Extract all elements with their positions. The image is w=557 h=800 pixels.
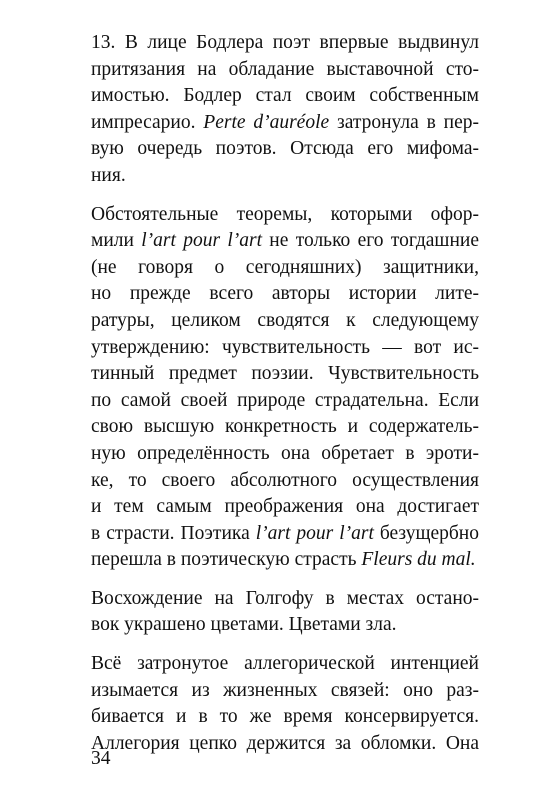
page-number: 34 [91,748,111,769]
line-text: вок украшено цветами. Цветами зла. [91,614,397,636]
text-line [91,30,479,57]
line-text: затронула в пер- [329,111,480,133]
text-line [91,110,479,137]
paragraph [91,30,479,190]
text-line [91,361,479,388]
paragraph [91,202,479,574]
line-text: ния. [91,164,126,186]
line-text: ке, то своего абсолютного осуществления [91,469,479,491]
line-text: Всё затронутое аллегорической интенцией [91,653,479,675]
text-line [91,468,479,495]
line-text: и тем самым преображения она достигает [91,496,479,518]
italic-title: l’art pour l’art [255,522,374,544]
italic-title: Fleurs du mal. [361,549,476,571]
line-text: мили [91,230,142,252]
line-text: изымается из жизненных связей: оно раз- [91,679,479,701]
line-text: свою высшую конкретность и содержатель- [91,416,479,438]
text-line [91,335,479,362]
text-line [91,678,479,705]
line-text: ратуры, целиком сводятся к следующему [91,309,479,331]
text-line [91,281,479,308]
line-text: тинный предмет поэзии. Чувствительность [91,363,479,385]
text-line [91,163,479,190]
line-text: имостью. Бодлер стал своим собственным [91,85,479,107]
line-text: ную определённость она обретает в эроти- [91,442,479,464]
italic-title: Perte d’auréole [203,111,330,133]
text-line [91,586,479,613]
line-text: 13. В лице Бодлера поэт впервые выдвинул [91,32,479,53]
line-text: по самой своей природе страдательна. Если [91,389,479,411]
text-line [91,57,479,84]
text-line [91,308,479,335]
text-line [91,651,479,678]
text-line [91,547,479,574]
paragraph [91,586,479,639]
text-line [91,136,479,163]
line-text: бивается и в то же время консервируется. [91,706,479,728]
text-line [91,388,479,415]
text-line [91,202,479,229]
line-text: (не говоря о сегодняшних) защитники, [91,256,479,278]
text-line [91,612,479,639]
line-text: Обстоятельные теоремы, которыми офор- [91,203,479,225]
body-text [91,30,479,769]
line-text: утверждению: чувствительность — вот ис- [91,336,479,358]
line-text: перешла в поэтическую страсть [91,549,362,571]
line-text: но прежде всего авторы истории лите- [91,283,479,305]
line-text: импресарио. [91,111,204,133]
line-text: в страсти. Поэтика [91,522,256,544]
line-text: безущербно [373,522,479,544]
italic-title: l’art pour l’art [141,230,263,252]
line-text: вую очередь поэтов. Отсюда его мифома- [91,138,479,160]
text-line [91,414,479,441]
text-line [91,704,479,731]
text-line [91,441,479,468]
paragraph [91,651,479,757]
line-text: Аллегория цепко держится за обломки. Она [91,732,479,754]
text-line [91,228,479,255]
line-text: не только его тогдашние [262,230,479,252]
line-text: Восхождение на Голгофу в местах остано- [91,587,479,609]
text-line [91,255,479,282]
text-line [91,83,479,110]
text-line [91,731,479,758]
text-line [91,494,479,521]
line-text: притязания на обладание выставочной сто- [91,58,479,80]
text-line [91,521,479,548]
